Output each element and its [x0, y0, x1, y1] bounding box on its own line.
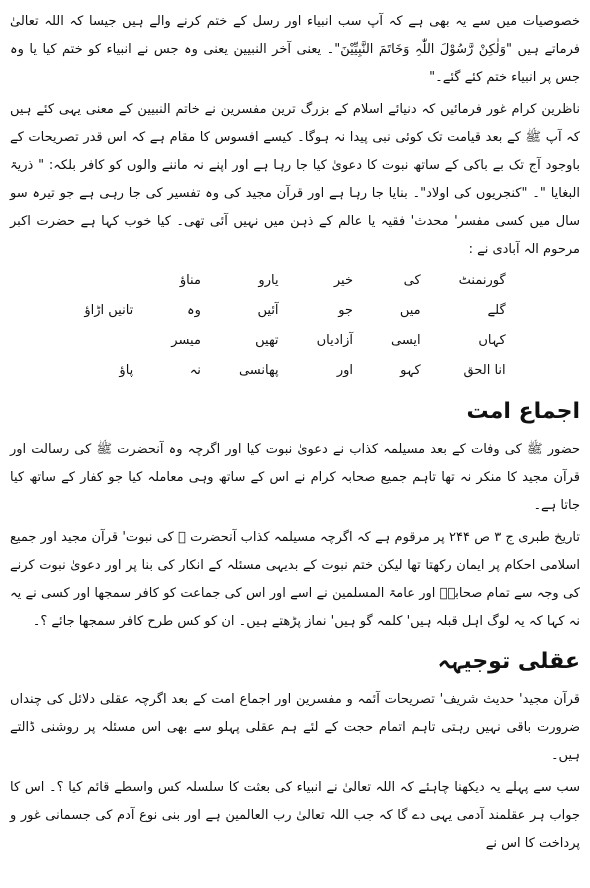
poem-word: گورنمنٹ — [458, 273, 506, 288]
intro-paragraph-2: ناظرین کرام غور فرمائیں کہ دنیائے اسلام کے بزرگ ترین مفسرین نے خاتم النبیین کے معنی یہی کئے ہیں کہ آپ ﷺ کے بعد قیامت تک کوئی نبی پیدا نہ ہوگا۔ کیسے افسوس کا مقام ہے کہ اس قدر تصریحات کے باوجود آج تک بے باکی کے ساتھ نبوت کا دعویٰ کیا جا رہا ہے اور اپنے نہ ماننے والوں کو کافر بلکہ: " ذریۃ البغایا "۔ "کنجریوں کی اولاد"۔ بنایا جا رہا ہے اور قرآن مجید کی وہ تفسیر کی جا رہی ہے جو تیرہ سو سال میں کسی مفسر' محدث' فقیہ یا عالم کے ذہن میں نہیں آئی تھی۔ کیا خوب کہا ہے حضرت اکبر مرحوم الہ آبادی نے : — [10, 102, 580, 257]
ijma-paragraph-2: تاریخ طبری ج ۳ ص ۲۴۴ پر مرقوم ہے کہ اگرچہ مسیلمہ کذاب آنحضرت ﷺ کی نبوت' قرآن مجید اور جمیع اسلامی احکام پر ایمان رکھتا تھا لیکن ختم نبوت کے بدیہی مسئلہ کے انکار کی بنا پر اور دعویٰ نبوت کرنے کی وجہ سے تمام صحابہؓ اور عامۃ المسلمین نے اسے اور اس کی جماعت کو کافر سمجھا اور کسی نے یہ نہ کہا کہ یہ لوگ اہل قبلہ ہیں' کلمہ گو ہیں' نماز پڑھتے ہیں۔ ان کو کس طرح کافر سمجھا جائے ؟۔ — [10, 530, 580, 629]
poem-word: نہ — [189, 363, 201, 378]
poem-word: خیر — [333, 273, 353, 288]
poem-word — [84, 268, 133, 294]
poem-word: پھانسی — [238, 363, 279, 378]
poem-word: جو — [338, 303, 353, 318]
poem-word: آئیں — [257, 303, 279, 318]
poem-word: گلے — [487, 303, 506, 318]
poem-word: کہاں — [478, 333, 506, 348]
aqli-paragraph-1: قرآن مجید' حدیث شریف' تصریحات آئمہ و مفسرین اور اجماع امت کے بعد اگرچہ عقلی دلائل کی چنداں ضرورت باقی نہیں رہتی تاہم اتمام حجت کے لئے ہم عقلی پہلو سے بھی اس مسئلہ پر روشنی ڈالتے ہیں۔ — [10, 692, 580, 763]
poem-word: کہو — [400, 363, 421, 378]
section-heading-ijma: اجماع امت — [466, 399, 580, 424]
section-heading-aqli: عقلی توجیہہ — [437, 649, 580, 674]
poem-word: میں — [399, 303, 421, 318]
poem-word: مناؤ — [179, 273, 201, 288]
poem-word: کی — [403, 273, 421, 288]
poem-word: تانیں اڑاؤ — [84, 303, 134, 318]
poem-word — [84, 328, 133, 354]
poem-word: میسر — [171, 333, 201, 348]
ijma-paragraph-1: حضور ﷺ کی وفات کے بعد مسیلمہ کذاب نے دعویٰ نبوت کیا اور اگرچہ وہ آنحضرت ﷺ کی رسالت اور قرآن مجید کا منکر نہ تھا تاہم جمیع صحابہ کرام نے اس کے ساتھ وہی معاملہ کیا جو کفار کے ساتھ کیا جاتا ہے۔ — [10, 442, 580, 513]
poem-word: تھیں — [255, 333, 279, 348]
poem-word: ایسی — [390, 333, 421, 348]
aqli-paragraph-2: سب سے پہلے یہ دیکھنا چاہئے کہ اللہ تعالیٰ نے انبیاء کی بعثت کا سلسلہ کس واسطے قائم کیا ؟۔ اس کا جواب ہر عقلمند آدمی یہی دے گا کہ جب اللہ تعالیٰ رب العالمین ہے اور بنی نوع آدم کی جسمانی غور و پرداخت کا اس نے — [10, 780, 580, 851]
poem-word: اور — [336, 363, 353, 378]
poem-word: وہ — [187, 303, 201, 318]
poem-word: انا الحق — [463, 363, 506, 378]
poem-word: پاؤ — [119, 363, 134, 378]
poem-word: یارو — [258, 273, 279, 288]
intro-paragraph-1: خصوصیات میں سے یہ بھی ہے کہ آپ سب انبیاء اور رسل کے ختم کرنے والے ہیں جیسا کہ اللہ تعالیٰ فرماتے ہیں "وَلٰکِنْ رَّسُوْلَ اللّٰہِ وَخَاتَمَ النَّبِیِّیْنَ"۔ یعنی آخر النبیین یعنی وہ جس نے انبیاء کو ختم کیا یا وہ جس پر انبیاء ختم کئے گئے۔" — [10, 14, 580, 85]
poem-verse — [66, 268, 524, 384]
poem-word: آزادیاں — [316, 333, 353, 348]
